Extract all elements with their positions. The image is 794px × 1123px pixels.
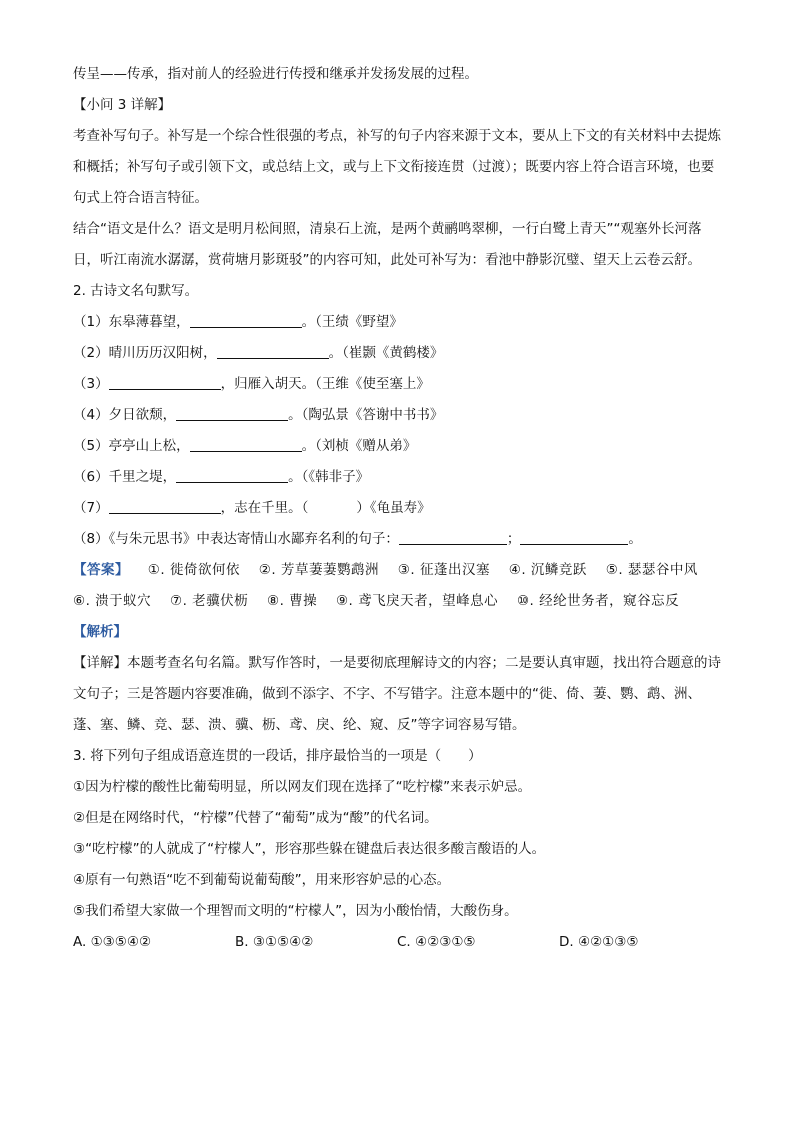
q2-item-6-pre: （6）千里之堤， (73, 469, 177, 485)
answer-blank[interactable] (176, 404, 288, 421)
q2-item-2-post: 。（崔颢《黄鹤楼》 (328, 345, 444, 361)
answer-blank[interactable] (520, 528, 628, 545)
q2-item-5-post: 。（刘桢《赠从弟》 (301, 438, 417, 454)
analysis-label: 【解析】 (73, 624, 127, 640)
answer-10: ⑩. 经纶世务者，窥谷忘反 (516, 593, 680, 609)
q2-item-4 (73, 400, 723, 431)
answer-blank[interactable] (217, 342, 329, 359)
q2-title: 2. 古诗文名句默写。 (73, 283, 199, 299)
document-body (73, 59, 723, 958)
answer-1: ①. 徙倚欲何依 (147, 562, 240, 578)
answer-9: ⑨. 鸢飞戾天者，望峰息心 (335, 593, 499, 609)
answer-6: ⑥. 溃于蚁穴 (73, 593, 152, 609)
intro-line: 传呈——传承，指对前人的经验进行传授和继承并发扬发展的过程。 (73, 66, 478, 82)
q2-item-8-mid: ； (506, 531, 521, 547)
answer-blank[interactable] (109, 497, 221, 514)
q2-item-8-pre: （8）《与朱元思书》中表达寄情山水鄙弃名利的句子： (73, 531, 399, 547)
q2-item-8 (73, 524, 723, 555)
q2-item-6 (73, 462, 723, 493)
q2-answer (73, 555, 723, 617)
q2-item-7-post: ，志在千里。（ (220, 500, 309, 516)
q3-choices (73, 927, 723, 958)
q3-sentence-5: ⑤我们希望大家做一个理智而文明的“柠檬人”，因为小酸怡情，大酸伤身。 (73, 903, 518, 919)
q2-item-7-tail: ）《龟虽寿》 (356, 500, 431, 516)
choice-c[interactable]: C. ④②③①⑤ (397, 934, 476, 950)
q2-item-3 (73, 369, 723, 400)
q2-item-6-post: 。（《韩非子》 (288, 469, 370, 485)
q3-sentence-4: ④原有一句熟语“吃不到葡萄说葡萄酸”，用来形容妒忌的心态。 (73, 872, 451, 888)
choice-a[interactable]: A. ①③⑤④② (73, 934, 152, 950)
q3-detail-para1: 考查补写句子。补写是一个综合性很强的考点，补写的句子内容来源于文本，要从上下文的有关材料中去提炼和概括；补写句子或引领下文，或总结上文，或与上下文衔接连贯（过渡）；既要内容上符合语言环境，也要句式上符合语言特征。 (73, 128, 721, 206)
answer-7: ⑦. 老骥伏枥 (169, 593, 249, 609)
q2-item-5 (73, 431, 723, 462)
q2-item-5-pre: （5）亭亭山上松， (73, 438, 190, 454)
q2-item-1-pre: （1）东皋薄暮望， (73, 314, 190, 330)
detail-text: 本题考查名句名篇。默写作答时，一是要彻底理解诗文的内容；二是要认真审题，找出符合题意的诗文句子；三是答题内容要准确，做到不添字、不字、不写错字。注意本题中的“徙、倚、萋、鹦、鹉、洲、蓬、塞、鳞、竞、瑟、溃、骥、枥、鸢、戾、纶、窥、反”等字词容易写错。 (73, 655, 721, 733)
q2-item-4-pre: （4）夕日欲颓， (73, 407, 177, 423)
q3-sentence-2: ②但是在网络时代，“柠檬”代替了“葡萄”成为“酸”的代名词。 (73, 810, 438, 826)
q2-item-2 (73, 338, 723, 369)
choice-d[interactable]: D. ④②①③⑤ (559, 934, 639, 950)
q3-detail-para2: 结合“语文是什么？语文是明月松间照，清泉石上流，是两个黄鹂鸣翠柳，一行白鹭上青天”“观塞外长河落日，听江南流水潺潺，赏荷塘月影斑驳”的内容可知，此处可补写为：看池中静影沉璧、望天上云卷云舒。 (73, 221, 702, 268)
answer-5: ⑤. 瑟瑟谷中风 (605, 562, 698, 578)
answer-2: ②. 芳草萋萋鹦鹉洲 (258, 562, 379, 578)
answer-blank[interactable] (190, 435, 302, 452)
q2-item-7 (73, 493, 723, 524)
answer-blank[interactable] (399, 528, 507, 545)
q2-item-3-post: ，归雁入胡天。（王维《使至塞上》 (220, 376, 430, 392)
q2-detail (73, 648, 723, 741)
choice-b[interactable]: B. ③①⑤④② (235, 934, 314, 950)
detail-label: 【详解】 (73, 655, 127, 671)
q2-item-8-post: 。 (628, 531, 642, 547)
answer-blank[interactable] (109, 373, 221, 390)
q3-sentence-1: ①因为柠檬的酸性比葡萄明显，所以网友们现在选择了“吃柠檬”来表示妒忌。 (73, 779, 532, 795)
answer-blank[interactable] (176, 466, 288, 483)
answer-8: ⑧. 曹操 (266, 593, 318, 609)
q3-title: 3. 将下列句子组成语意连贯的一段话，排序最恰当的一项是（ ） (73, 748, 482, 764)
q2-item-4-post: 。（陶弘景《答谢中书书》 (288, 407, 444, 423)
q2-item-2-pre: （2）晴川历历汉阳树， (73, 345, 217, 361)
q3-sentence-3: ③“吃柠檬”的人就成了“柠檬人”，形容那些躲在键盘后表达很多酸言酸语的人。 (73, 841, 546, 857)
answer-4: ④. 沉鳞竞跃 (508, 562, 587, 578)
q3-detail-heading: 【小问 3 详解】 (73, 97, 172, 113)
q2-item-1-post: 。（王绩《野望》 (301, 314, 403, 330)
answer-3: ③. 征蓬出汉塞 (397, 562, 490, 578)
q2-item-3-pre: （3） (73, 376, 109, 392)
answer-label: 【答案】 (73, 562, 129, 578)
q2-item-1 (73, 307, 723, 338)
answer-blank[interactable] (190, 311, 302, 328)
q2-item-7-pre: （7） (73, 500, 109, 516)
